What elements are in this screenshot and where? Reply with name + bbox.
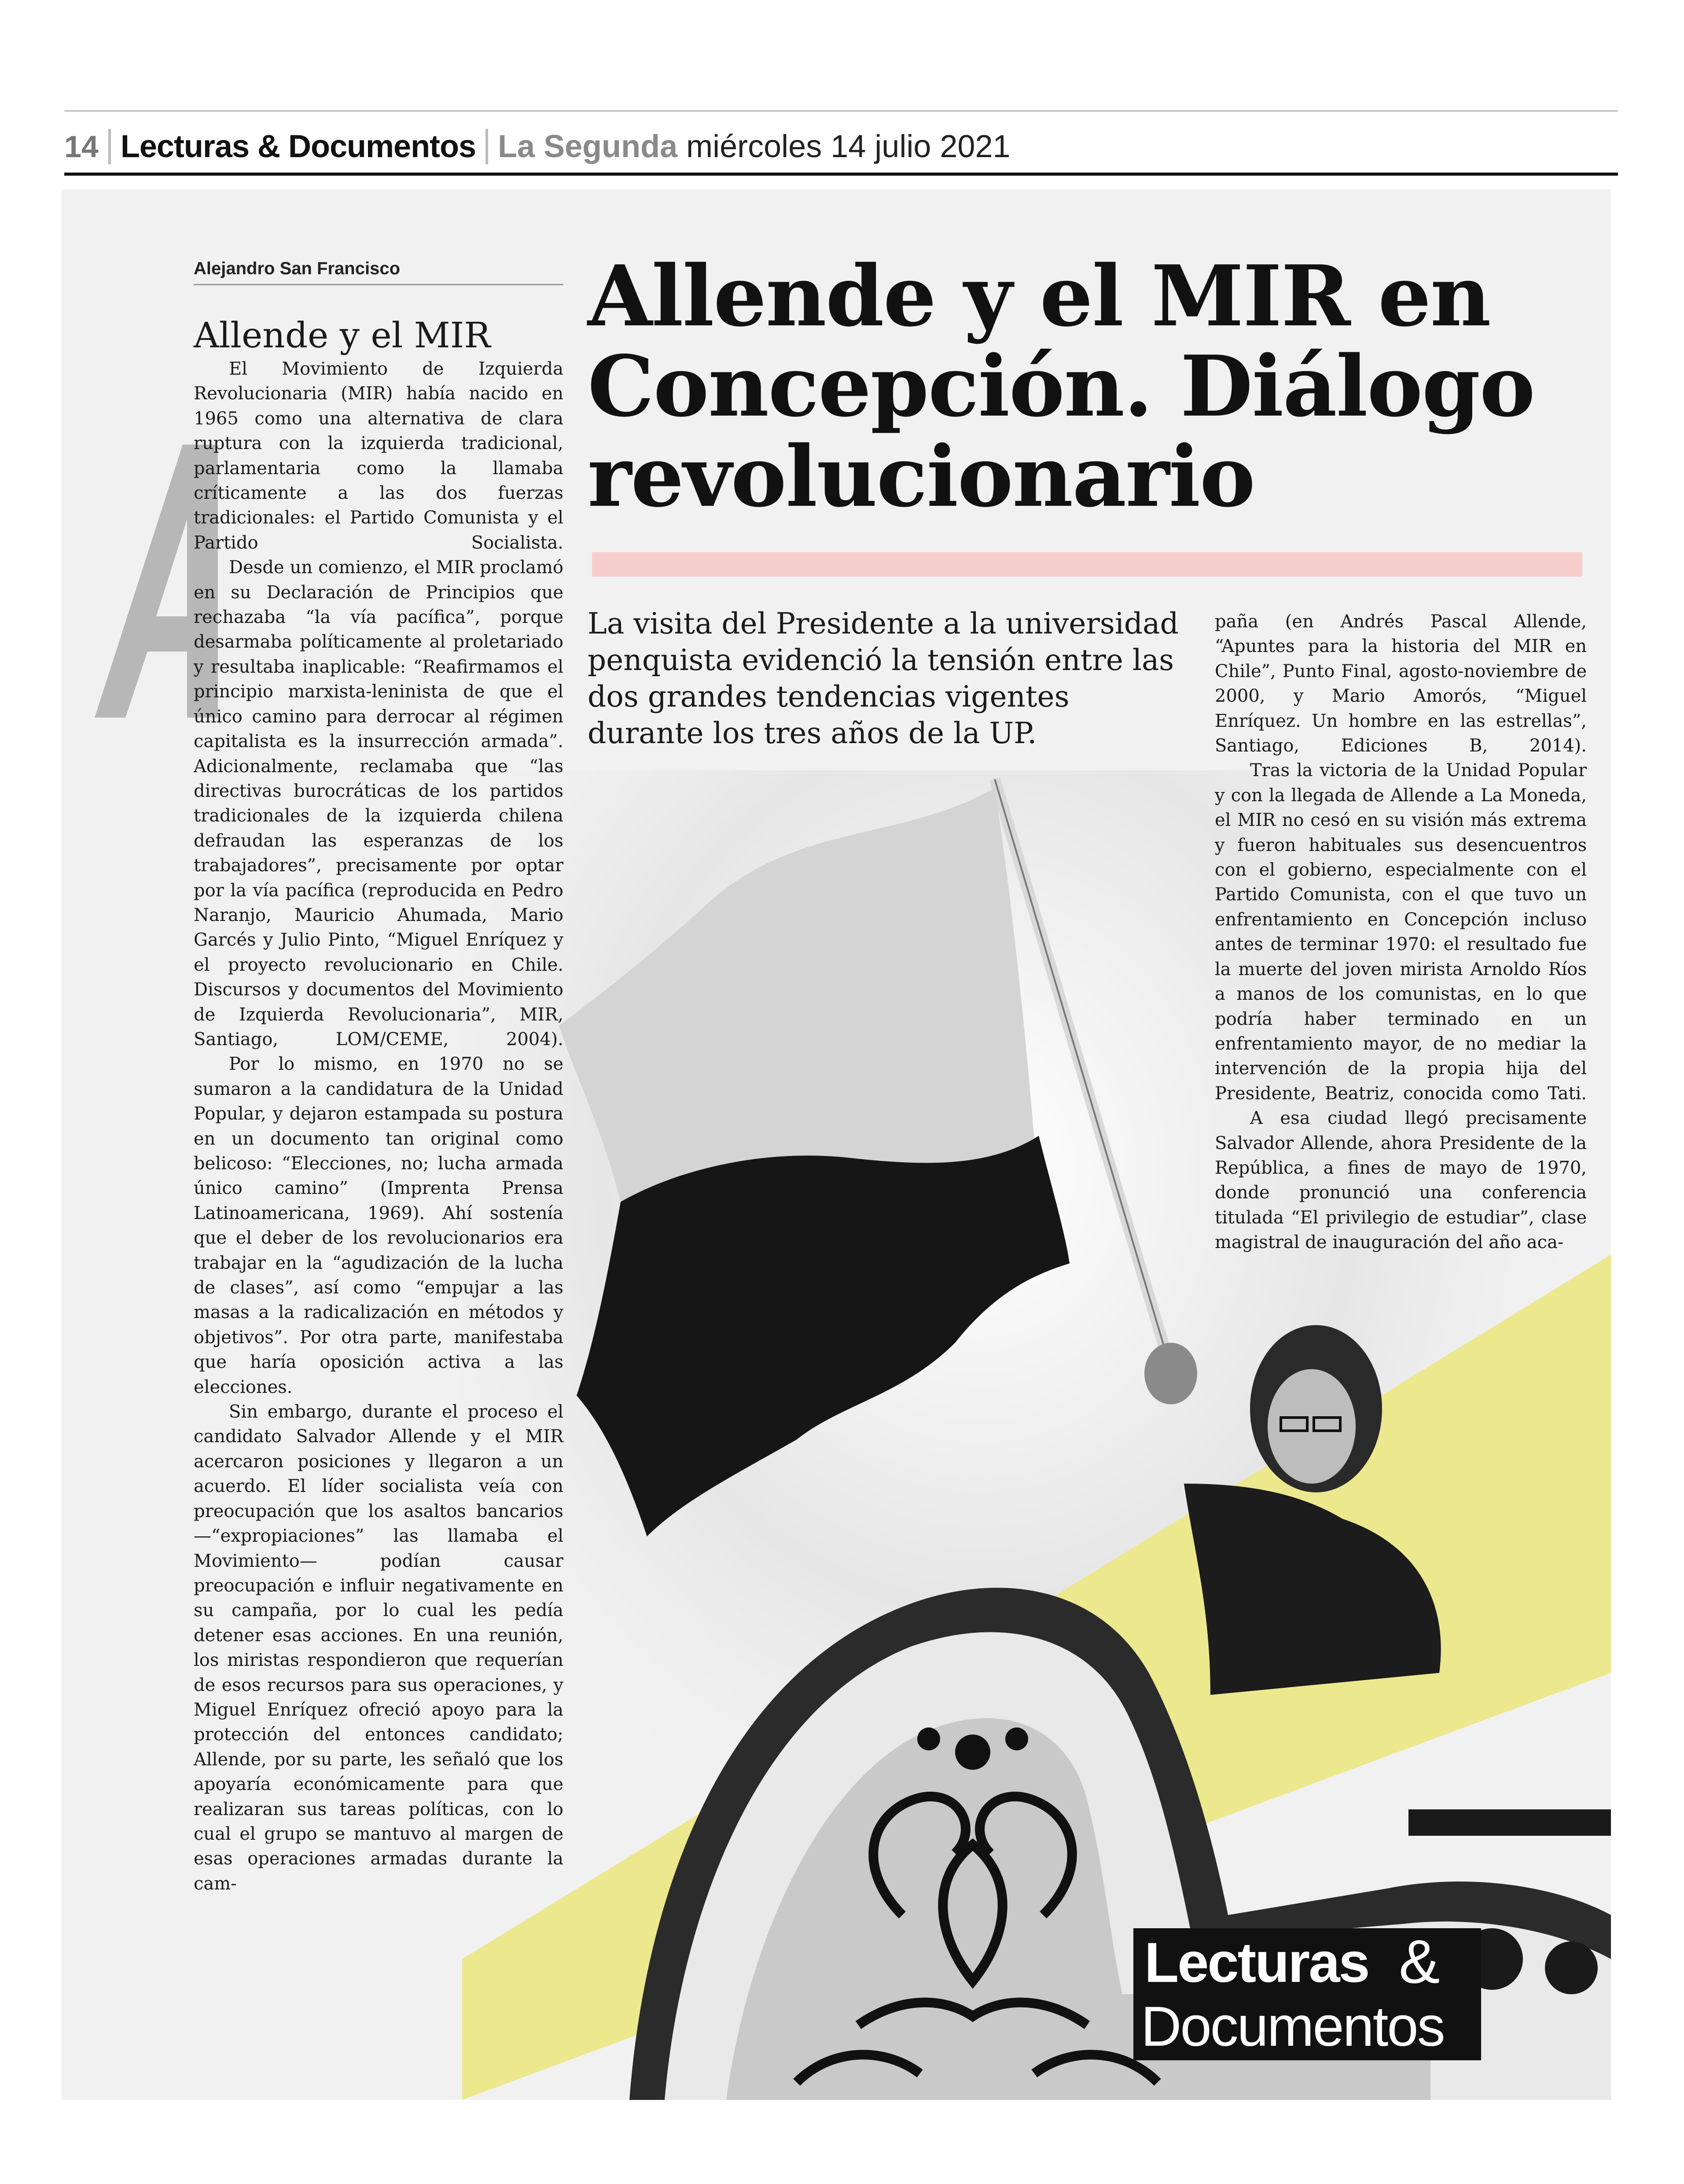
header-divider (485, 129, 488, 164)
article-deck (588, 605, 1191, 751)
article-subheading: Allende y el MIR (194, 315, 491, 356)
section-name: Lecturas & Documentos (120, 129, 476, 164)
header-divider (108, 129, 111, 164)
deck-line: La visita del Presidente a la universidad (588, 607, 1179, 641)
logo-word-documentos: Documentos (1141, 1995, 1444, 2058)
publication-name: La Segunda (498, 129, 678, 164)
deck-line: durante los tres años de la UP. (588, 716, 1037, 750)
body-paragraph: Por lo mismo, en 1970 no se sumaron a la candidatura de la Unidad Popular, y dejaron estampada su postura en un documento tan original como belicoso: “Elecciones, no; lucha armada único camino” (Imprenta Prensa Latinoamericana, 1969). Ahí sostenía que el deber de los revolucionarios era trabajar en la “agudización de la lucha de clases”, así como “empujar a las masas a la radicalización en métodos y objetivos”. Por otra parte, manifestaba que haría oposición activa a las elecciones. (194, 1054, 563, 1397)
body-paragraph: A esa ciudad llegó precisamente Salvador Allende, ahora Presidente de la República, a fines de mayo de 1970, donde pronunció una conferencia titulada “El privilegio de estudiar”, clase magistral de inauguración del año aca- (1215, 1108, 1587, 1253)
article-author: Alejandro San Francisco (194, 259, 401, 278)
person-hand (1144, 1343, 1197, 1404)
logo-word-lecturas: Lecturas (1144, 1931, 1369, 1994)
page-number: 14 (64, 129, 99, 164)
article-title (588, 247, 1613, 526)
body-paragraph: Sin embargo, durante el proceso el candidato Salvador Allende y el MIR acercaron posiciones y llegaron a un acuerdo. El líder socialista veía con preocupación que los asaltos bancarios —“expropiaciones” las llamaba el Movimiento— podían causar preocupación e influir negativamente en su campaña, por lo cual les pedía detener esas acciones. En una reunión, los miristas respondieron que requerían de esos recursos para sus operaciones, y Miguel Enríquez ofreció apoyo para la protección del entonces candidato; Allende, por su parte, les señaló que los apoyaría económicamente para que realizaran sus tareas políticas, con lo cual el grupo se mantuvo al margen de esas operaciones armadas durante la cam- (194, 1402, 563, 1894)
header-bottom-rule (64, 173, 1618, 176)
body-paragraph: Tras la victoria de la Unidad Popular y con la llegada de Allende a La Moneda, el MIR no cesó en su visión más extrema y fueron habituales sus desencuentros con el gobierno, especialmente con el Partido Comunista, con el que tuvo un enfrentamiento en Concepción incluso antes de terminar 1970: el resultado fue la muerte del joven mirista Arnoldo Ríos a manos de los comunistas, en lo que podría haber terminado en un enfrentamiento mayor, de no mediar la intervención de la propia hija del Presidente, Beatriz, conocida como Tati. (1215, 760, 1587, 1104)
logo-ampersand: & (1399, 1927, 1440, 1996)
body-paragraph: Desde un comienzo, el MIR proclamó en su Declaración de Principios que rechazaba “la vía pacífica”, porque desarmaba políticamente al proletariado y resultaba inaplicable: “Reafirmamos el principio marxista-leninista de que el único camino para derrocar al régimen capitalista es la insurrección armada”. Adicionalmente, reclamaba que “las directivas burocráticas de los partidos tradicionales de la izquierda chilena defraudan las esperanzas de los trabajadores”, precisamente por optar por la vía pacífica (reproducida en Pedro Naranjo, Mauricio Ahumada, Mario Garcés y Julio Pinto, “Miguel Enríquez y el proyecto revolucionario en Chile. Discursos y documentos del Movimiento de Izquierda Revolucionaria”, MIR, Santiago, LOM/CEME, 2004). (194, 557, 563, 1050)
deck-line: penquista evidenció la tensión entre las (588, 643, 1174, 677)
right-column (1215, 609, 1587, 1255)
page-header (64, 114, 1011, 180)
header-top-rule (64, 110, 1618, 112)
title-line: Allende y el MIR en (588, 247, 1490, 345)
issue-date: miércoles 14 julio 2021 (686, 129, 1011, 164)
body-paragraph: El Movimiento de Izquierda Revolucionaria (MIR) había nacido en 1965 como una alternativa de clara ruptura con la izquierda tradicional, parlamentaria como la llamaba críticamente a las dos fuerzas tradicionales: el Partido Comunista y el Partido Socialista. (194, 359, 563, 553)
body-paragraph: paña (en Andrés Pascal Allende, “Apuntes para la historia del MIR en Chile”, Punto Final, agosto-noviembre de 2000, y Mario Amorós, “Miguel Enríquez. Un hombre en las estrellas”, Santiago, Ediciones B, 2014). (1215, 611, 1587, 756)
left-column (194, 357, 563, 1896)
title-accent-bar (592, 552, 1582, 577)
title-line: revolucionario (588, 427, 1255, 526)
title-line: Concepción. Diálogo (588, 337, 1535, 435)
deck-line: dos grandes tendencias vigentes (588, 680, 1070, 714)
author-rule (194, 284, 563, 285)
